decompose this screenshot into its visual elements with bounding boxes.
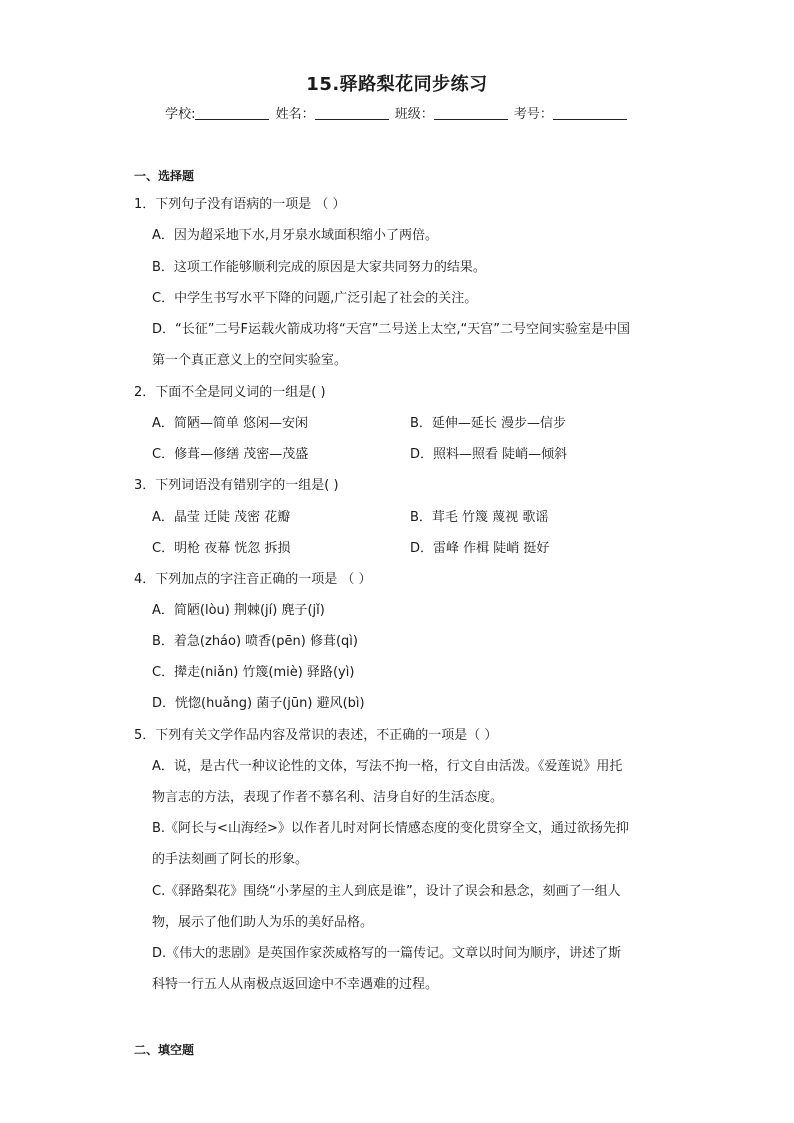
class-blank[interactable] (434, 119, 508, 120)
question-5-option-a: A．说，是古代一种议论性的文体，写法不拘一格，行文自由活泼。《爱莲说》用托 (152, 759, 623, 774)
section-heading-choice: 一、选择题 (134, 169, 195, 183)
number-blank[interactable] (553, 119, 627, 120)
name-label: 姓名： (275, 107, 315, 122)
section-heading-fill: 二、填空题 (134, 1043, 195, 1057)
page-title: 15.驿路梨花同步练习 (306, 74, 488, 95)
question-5-option-c: C.《驿路梨花》围绕“小茅屋的主人到底是谁”，设计了误会和悬念，刻画了一组人 (152, 884, 621, 899)
question-1-option-d: D．“长征”二号F运载火箭成功将“天宫”二号送上太空,“天宫”二号空间实验室是中国 (152, 322, 631, 337)
student-info-line (0, 103, 794, 122)
question-5-option-c-cont: 物，展示了他们助人为乐的美好品格。 (152, 915, 374, 930)
question-3-option-a: A．晶莹 迁陡 茂密 花瓣 (152, 510, 291, 525)
question-4-option-a: A．简陋(lòu) 荆棘(jí) 麂子(jǐ) (152, 603, 325, 618)
question-1-option-d-cont: 第一个真正意义上的空间实验室。 (152, 353, 348, 368)
question-5-option-a-cont: 物言志的方法，表现了作者不慕名利、洁身自好的生活态度。 (152, 790, 504, 805)
question-3-option-b: B．茸毛 竹篾 蔑视 歌谣 (410, 510, 549, 525)
question-2-option-a: A．简陋—简单 悠闲—安闲 (152, 416, 309, 431)
question-2-option-b: B．延伸—延长 漫步—信步 (410, 416, 567, 431)
question-5-stem: 5．下列有关文学作品内容及常识的表述，不正确的一项是（ ） (134, 728, 498, 743)
question-5-option-d-cont: 科特一行五人从南极点返回途中不幸遇难的过程。 (152, 977, 439, 992)
question-4-option-c: C．撵走(niǎn) 竹篾(miè) 驿路(yì) (152, 665, 355, 680)
question-4-option-b: B．着急(zháo) 喷香(pēn) 修葺(qì) (152, 634, 358, 649)
number-label: 考号： (513, 107, 553, 122)
class-label: 班级： (394, 107, 434, 122)
question-1-option-a: A．因为超采地下水,月牙泉水域面积缩小了两倍。 (152, 228, 439, 243)
question-3-option-c: C．明枪 夜幕 恍忽 拆损 (152, 541, 291, 556)
question-3-stem: 3．下列词语没有错别字的一组是( ) (134, 478, 339, 493)
name-blank[interactable] (315, 119, 389, 120)
question-1-option-c: C．中学生书写水平下降的问题,广泛引起了社会的关注。 (152, 291, 478, 306)
question-5-option-b: B.《阿长与<山海经>》以作者儿时对阿长情感态度的变化贯穿全文，通过欲扬先抑 (152, 821, 629, 836)
question-5-option-b-cont: 的手法刻画了阿长的形象。 (152, 852, 309, 867)
question-5-option-d: D.《伟大的悲剧》是英国作家茨威格写的一篇传记。文章以时间为顺序，讲述了斯 (152, 946, 622, 961)
question-4-option-d: D．恍惚(huǎng) 菌子(jūn) 避风(bì) (152, 696, 365, 711)
question-3-option-d: D．雷峰 作楫 陡峭 挺好 (410, 541, 550, 556)
question-2-option-c: C．修葺—修缮 茂密—茂盛 (152, 447, 309, 462)
question-2-option-d: D．照料—照看 陡峭—倾斜 (410, 447, 568, 462)
question-4-stem: 4．下列加点的字注音正确的一项是 （ ） (134, 572, 372, 587)
question-1-option-b: B．这项工作能够顺利完成的原因是大家共同努力的结果。 (152, 260, 486, 275)
school-label: 学校: (165, 107, 196, 122)
question-1-stem: 1．下列句子没有语病的一项是 （ ） (134, 197, 346, 212)
question-2-stem: 2．下面不全是同义词的一组是( ) (134, 385, 326, 400)
school-blank[interactable] (195, 119, 269, 120)
